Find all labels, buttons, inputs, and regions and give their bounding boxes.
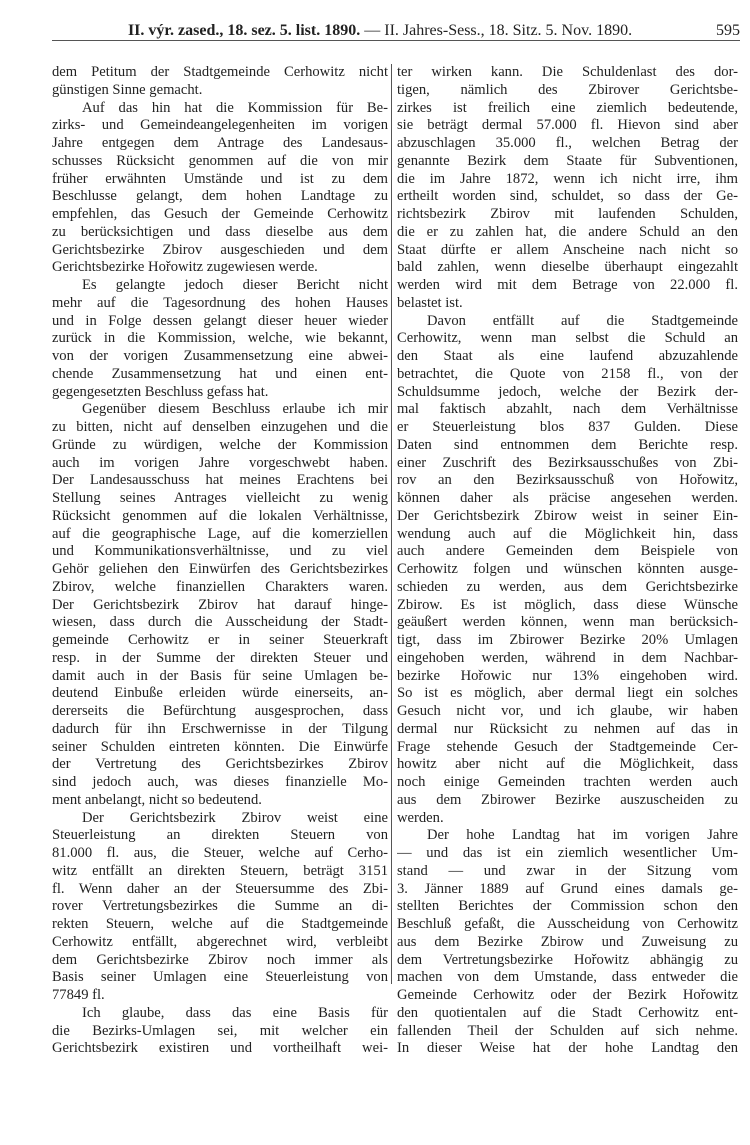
paragraph: [397, 64, 738, 313]
text-line: bald zahlen, wenn dieselbe überhaupt eingezahlt: [397, 259, 738, 276]
text-line: Frage stehende Gesuch der Stadtgemeinde Cer-: [397, 738, 738, 755]
text-line: Der Landesausschuss hat meines Erachtens bei: [52, 472, 388, 489]
text-line: eingehoben werden, während in dem Nachbar-: [397, 649, 738, 666]
paragraph: [397, 313, 738, 828]
column-divider: [391, 64, 392, 984]
text-line: — und das ist ein ziemlich wesentlicher Um-: [397, 845, 738, 861]
text-line: fallenden Theil der Schulden auf sich nehme.: [397, 1022, 738, 1039]
text-line: zirkes ist freilich eine ziemlich bedeutende,: [397, 99, 738, 116]
text-line: damit auch in der Basis für seine Umlagen be-: [52, 667, 388, 684]
text-line: Beschluß gefaßt, die Ausscheidung von Cerhowitz: [397, 916, 738, 932]
text-line: rov an den Bezirksausschuß von Hořowitz,: [397, 472, 738, 489]
text-line: werden wird mit dem Betrage von 22.000 fl.: [397, 277, 738, 293]
text-line: dererseits die Befürchtung ausgesprochen, dass: [52, 703, 388, 719]
text-line: tigt, dass im Zbirower Bezirke 20% Umlagen: [397, 632, 738, 648]
text-line: rover Vertretungsbezirkes die Summe an di-: [52, 898, 388, 915]
text-line: Beschlusse gelangt, dem hohen Landtage zu: [52, 188, 388, 205]
text-line: abzuschlagen 35.000 fl., welchen Betrag der: [397, 135, 738, 151]
text-line: Schuldsumme jedoch, welche der Bezirk der-: [397, 383, 738, 400]
column-left: [52, 64, 388, 1058]
text-line: noch einige Gemeinden trachten werden auch: [397, 774, 738, 790]
text-line: Es gelangte jedoch dieser Bericht nicht: [82, 277, 388, 293]
text-line: er Steuerleistung blos 837 Gulden. Diese: [397, 419, 738, 435]
text-line: die er zu zahlen hat, die andere Schuld an den: [397, 223, 738, 240]
text-line: genannte Bezirk dem Staate für Subventionen,: [397, 152, 738, 169]
text-line: von der vorigen Zusammensetzung eine abwei-: [52, 348, 388, 364]
text-line: Gerichtsbezirke Hořowitz zugewiesen werde.: [52, 259, 318, 276]
text-line: die Bezirks-Umlagen sei, mit welcher ein: [52, 1022, 388, 1039]
text-line: Steuerleistung an direkten Steuern von: [52, 827, 388, 844]
text-line: rekten Steuern, welche auf die Stadtgemeinde: [52, 916, 388, 932]
header-czech: II. výr. zased., 18. sez. 5. list. 1890.: [127, 22, 361, 39]
paragraph: [52, 100, 388, 278]
text-line: gemeinde Cerhowitz er in seiner Steuerkraft: [52, 632, 388, 648]
text-line: aus dem Zbirower Bezirke auszuscheiden zu: [397, 791, 738, 808]
text-line: Gegenüber diesem Beschluss erlaube ich mir: [82, 401, 388, 418]
text-line: Cerhowitz, wenn man selbst die Schuld an: [397, 330, 738, 347]
paragraph: [52, 401, 388, 809]
text-line: tigen, nämlich des Zbirover Gerichtsbe-: [397, 81, 738, 98]
text-line: wendung auch auf die Möglichkeit hin, dass: [397, 525, 738, 542]
text-line: 81.000 fl. aus, die Steuer, welche auf Cerho-: [52, 845, 388, 861]
text-line: schieden zu werden, aus dem Gerichtsbezirke: [397, 578, 738, 595]
text-line: den quotientalen auf die Stadt Cerhowitz ent-: [397, 1004, 738, 1021]
text-line: ter wirken kann. Die Schuldenlast des dor-: [397, 64, 738, 80]
text-line: stand — und zwar in der Sitzung vom: [397, 862, 738, 879]
header-title: [52, 22, 716, 40]
text-line: fl. Wenn daher an der Steuersumme des Zbi-: [52, 880, 388, 897]
text-line: auch im vorigen Jahre vorgeschwebt haben.: [52, 454, 388, 471]
text-line: Davon entfällt auf die Stadtgemeinde: [427, 312, 738, 329]
text-line: zu berücksichtigen und dass dieselbe aus dem: [52, 223, 388, 240]
text-line: können daher als präcise angesehen werden.: [397, 490, 738, 506]
header-german: II. Jahres-Sess., 18. Sitz. 5. Nov. 1890.: [384, 22, 633, 39]
paragraph: [397, 827, 738, 1058]
text-line: aus dem Bezirke Zbirow und Zuweisung zu: [397, 933, 738, 950]
text-line: und Kommunikationsverhältnisse, und zu viel: [52, 543, 388, 560]
text-line: Der hohe Landtag hat im vorigen Jahre: [427, 827, 738, 844]
text-line: bezirke Hořowic nur 13% eingehoben wird.: [397, 667, 738, 684]
text-line: ment anbelangt, nicht so bedeutend.: [52, 791, 262, 808]
text-line: gegengesetzten Beschluss gefass hat.: [52, 383, 269, 400]
paragraph: [52, 810, 388, 1005]
text-line: günstigen Sinne gemacht.: [52, 81, 203, 98]
text-line: Daten sind entnommen dem Berichte resp.: [397, 436, 738, 453]
text-line: den Staat als eine laufend abzuzahlende: [397, 348, 738, 364]
text-line: dem Petitum der Stadtgemeinde Cerhowitz nicht: [52, 64, 388, 80]
text-line: seiner Schulden eintreten könnten. Die Einwürfe: [52, 738, 388, 755]
text-line: sie beträgt dermal 57.000 fl. Hievon sind aber: [397, 117, 738, 134]
paragraph: [52, 64, 388, 100]
text-line: zu bitten, nicht auf denselben einzugehen und die: [52, 419, 388, 435]
text-line: betrachtet, die Quote von 2158 fl., von der: [397, 365, 738, 382]
text-line: die im Jahre 1872, wenn ich nicht irre, ihm: [397, 170, 738, 187]
text-line: In dieser Weise hat der hohe Landtag den: [397, 1040, 738, 1057]
text-line: Auf das hin hat die Kommission für Be-: [82, 99, 388, 116]
text-line: Gerichtsbezirke Zbirov ausgeschieden und dem: [52, 241, 388, 258]
text-line: werden.: [397, 809, 444, 826]
text-line: 77849 fl.: [52, 987, 105, 1003]
text-line: 3. Jänner 1889 auf Grund eines damals ge-: [397, 880, 738, 897]
text-line: dem Gerichtsbezirke Zbirov noch immer als: [52, 951, 388, 968]
text-line: witz entfällt an direkten Steuern, beträgt 3151: [52, 862, 388, 879]
text-line: geäußert werden können, wenn man berücksich-: [397, 614, 738, 631]
text-line: howitz aber nicht auf die Möglichkeit, dass: [397, 756, 738, 773]
text-line: früher erwähnten Umstände und ist zu dem: [52, 170, 388, 187]
text-line: Der Gerichtsbezirk Zbirov hat darauf hinge-: [52, 596, 388, 613]
text-line: Gehör geliehen den Einwürfen des Gerichtsbezirkes: [52, 561, 388, 577]
header-dash: —: [364, 22, 381, 39]
text-line: schusses Rücksicht genommen auf die von mir: [52, 152, 388, 169]
text-line: auch andere Gemeinden dem Beispiele von: [397, 543, 738, 560]
text-line: Basis seiner Umlagen eine Steuerleistung von: [52, 969, 388, 986]
text-line: Staat dürfte er allem Anscheine nach nicht so: [397, 241, 738, 258]
text-line: Cerhowitz folgen und wünschen könnten ausge-: [397, 561, 738, 577]
text-line: empfehlen, das Gesuch der Gemeinde Cerhowitz: [52, 206, 388, 222]
paragraph: [52, 1005, 388, 1058]
text-line: und in Folge dessen gelangt dieser heuer wieder: [52, 312, 388, 329]
text-line: mehr auf die Tagesordnung des hohen Hauses: [52, 294, 388, 311]
text-line: Gerichtsbezirk existiren und vortheilhaft wei-: [52, 1040, 388, 1057]
text-line: belastet ist.: [397, 294, 463, 311]
text-line: wiesen, dass durch die Ausscheidung der Stadt-: [52, 614, 388, 631]
text-line: So ist es möglich, aber dermal liegt ein solches: [397, 685, 738, 702]
text-line: chende Zusammensetzung hat und einen ent-: [52, 365, 388, 382]
text-line: sind jedoch auch, was dieses finanzielle Mo-: [52, 774, 388, 790]
text-line: machen von dem Umstande, dass entweder die: [397, 969, 738, 986]
text-line: Rücksicht genommen auf die lokalen Verhältnisse,: [52, 507, 388, 524]
text-line: auf die geographische Lage, auf die komerziellen: [52, 525, 388, 542]
text-line: ertheilt worden sind, schuldet, so dass der Ge-: [397, 188, 738, 205]
text-line: Jahre entgegen dem Antrage des Landesaus-: [52, 135, 388, 151]
text-line: Der Gerichtsbezirk Zbirow weist in seiner Ein-: [397, 507, 738, 524]
text-line: resp. in der Summe der direkten Steuer und: [52, 649, 388, 666]
text-line: einer Zuschrift des Bezirksausschußes von Zbi-: [397, 454, 738, 471]
text-line: dermal nur Rücksicht zu nehmen auf das in: [397, 720, 738, 737]
text-line: deutend Einbuße erleiden würde einerseits, an-: [52, 685, 388, 702]
page-number: 595: [716, 22, 740, 39]
text-line: stellten Berichtes der Commission schon den: [397, 898, 738, 915]
text-line: dadurch für ihn Erschwernisse in der Tilgung: [52, 720, 388, 737]
text-line: Zbirow. Es ist möglich, dass diese Wünsche: [397, 596, 738, 613]
text-line: Der Gerichtsbezirk Zbirov weist eine: [82, 809, 388, 826]
text-line: Gesuch nicht vor, und ich glaube, wir haben: [397, 703, 738, 719]
text-line: Stellung seines Antrages vielleicht zu wenig: [52, 490, 388, 506]
text-line: mal faktisch abzahlt, nach dem Verhältnisse: [397, 401, 738, 418]
text-line: Ich glaube, dass das eine Basis für: [82, 1004, 388, 1021]
running-header: [52, 18, 740, 41]
text-line: Gründe zu würdigen, welche der Kommission: [52, 436, 388, 453]
paragraph: [52, 277, 388, 401]
text-line: Zbirov, welche finanziellen Charakters waren.: [52, 578, 388, 595]
text-line: der Vertretung des Gerichtsbezirkes Zbirov: [52, 756, 388, 773]
column-right: [397, 64, 738, 1058]
text-line: Gemeinde Cerhowitz oder der Bezirk Hořowitz: [397, 987, 738, 1003]
text-line: richtsbezirk Zbirov mit laufenden Schulden,: [397, 206, 738, 222]
text-line: Cerhowitz entfällt, abgerechnet wird, verbleibt: [52, 933, 388, 950]
text-line: zirks- und Gemeindeangelegenheiten im vorigen: [52, 117, 388, 134]
text-line: zurück in die Kommission, welche, wie bekannt,: [52, 330, 388, 347]
text-line: dem Vertretungsbezirke Hořowitz abhängig zu: [397, 951, 738, 968]
